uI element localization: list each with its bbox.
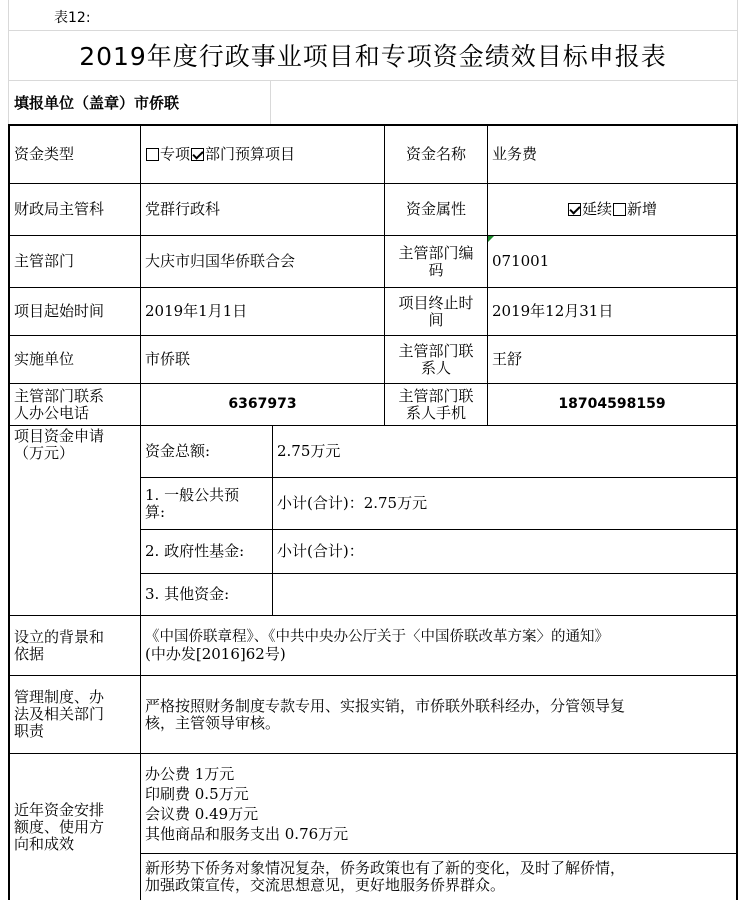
recent-effect-line1: 新形势下侨务对象情况复杂，侨务政策也有了新的变化，及时了解侨情， (145, 859, 626, 877)
total-value: 2.75万元 (277, 442, 341, 460)
apply-label-line1: 项目资金申请 (14, 427, 105, 445)
impl-value: 市侨联 (145, 350, 191, 368)
recent-item: 其他商品和服务支出 0.76万元 (145, 825, 349, 843)
contact-label-line2: 系人 (420, 358, 451, 377)
fund-attr-options (488, 184, 736, 235)
gridline (8, 30, 738, 31)
mobile-label-line1: 主管部门联 (398, 386, 474, 405)
impl-label: 实施单位 (14, 350, 75, 368)
recent-label-line2: 额度、使用方 (14, 817, 105, 836)
mgmt-value (141, 676, 736, 753)
mgmt-label (10, 676, 140, 753)
fund-name-value: 业务费 (492, 145, 538, 163)
mgmt-value-line1: 严格按照财务制度专款专用、实报实销，市侨联外联科经办，分管领导复 (145, 696, 626, 715)
mgmt-label-line3: 职责 (14, 722, 45, 740)
dept-code-value: 071001 (492, 252, 550, 270)
recent-label-line3: 向和成效 (14, 834, 75, 853)
filing-unit: 填报单位（盖章）市侨联 (14, 93, 180, 112)
contact-label (385, 336, 487, 383)
checkbox-new[interactable] (613, 203, 626, 216)
office-phone-value: 6367973 (228, 396, 297, 412)
apply-label (10, 428, 140, 488)
fund-attr-opt-continue: 延续 (581, 200, 612, 218)
finance-dept-value: 党群行政科 (145, 200, 221, 218)
start-value: 2019年1月1日 (145, 302, 248, 320)
table-number: 表12: (54, 9, 91, 26)
background-value-line2: (中办发[2016]62号) (145, 644, 286, 663)
checkbox-dept-budget[interactable] (191, 148, 204, 161)
background-value-line1: 《中国侨联章程》、《中共中央办公厅关于〈中国侨联改革方案〉的通知》 (145, 628, 609, 645)
dept-label: 主管部门 (14, 252, 75, 270)
end-label-line1: 项目终止时 (398, 293, 474, 312)
apply-label-line2: （万元） (14, 444, 75, 462)
general-label-line2: 算: (145, 502, 166, 521)
fund-name-label: 资金名称 (405, 145, 466, 163)
dept-code-label-line1: 主管部门编 (398, 243, 474, 262)
office-phone-label-line1: 主管部门联系 (14, 386, 105, 405)
background-value (141, 616, 736, 675)
page-title: 2019年度行政事业项目和专项资金绩效目标申报表 (79, 41, 667, 71)
contact-value: 王舒 (492, 350, 523, 368)
office-phone-label-line2: 人办公电话 (14, 403, 90, 422)
other-fund-value (273, 574, 736, 615)
recent-label (10, 754, 140, 900)
recent-items (141, 756, 736, 853)
fund-type-opt-dept-budget: 部门预算项目 (205, 145, 296, 163)
mgmt-label-line2: 法及相关部门 (14, 705, 105, 723)
office-phone-label (10, 384, 140, 425)
end-label (385, 288, 487, 335)
gov-fund-value: 小计(合计)： (277, 542, 364, 560)
table-border-right (736, 124, 738, 900)
mobile-label-line2: 系人手机 (405, 403, 466, 422)
recent-item: 会议费 0.49万元 (145, 805, 259, 823)
dept-code-label-line2: 码 (428, 260, 444, 279)
recent-effect (141, 854, 736, 900)
background-label-line1: 设立的背景和 (14, 627, 105, 646)
recent-label-line1: 近年资金安排 (14, 800, 105, 819)
background-label (10, 616, 140, 675)
mgmt-value-line2: 核，主管领导审核。 (145, 713, 281, 732)
general-label-line1: 1. 一般公共预 (145, 485, 240, 504)
fund-attr-label: 资金属性 (405, 200, 466, 218)
fund-type-opt-special: 专项 (160, 145, 191, 163)
start-label: 项目起始时间 (14, 302, 105, 320)
contact-label-line1: 主管部门联 (398, 341, 474, 360)
end-value: 2019年12月31日 (492, 302, 614, 320)
fund-attr-opt-new: 新增 (627, 200, 658, 218)
gov-fund-label: 2. 政府性基金: (145, 542, 245, 560)
dept-value: 大庆市归国华侨联合会 (145, 252, 296, 270)
general-value: 小计(合计)：2.75万元 (277, 494, 428, 512)
fund-type-options (142, 126, 384, 183)
recent-item: 办公费 1万元 (145, 765, 235, 783)
end-label-line2: 间 (428, 310, 444, 329)
total-label: 资金总额: (145, 442, 211, 460)
recent-item: 印刷费 0.5万元 (145, 785, 249, 803)
checkbox-special[interactable] (146, 148, 159, 161)
finance-dept-label: 财政局主管科 (14, 200, 105, 218)
background-label-line2: 依据 (14, 644, 45, 663)
other-fund-label: 3. 其他资金: (145, 585, 230, 603)
general-label (141, 478, 272, 529)
mobile-label (385, 384, 487, 425)
gridline (8, 80, 738, 81)
recent-effect-line2: 加强政策宣传，交流思想意见，更好地服务侨界群众。 (145, 876, 506, 894)
dept-code-label (385, 236, 487, 287)
checkbox-continue[interactable] (568, 203, 581, 216)
fund-type-label: 资金类型 (14, 145, 75, 163)
mobile-value: 18704598159 (558, 396, 666, 412)
mgmt-label-line1: 管理制度、办 (14, 688, 105, 706)
